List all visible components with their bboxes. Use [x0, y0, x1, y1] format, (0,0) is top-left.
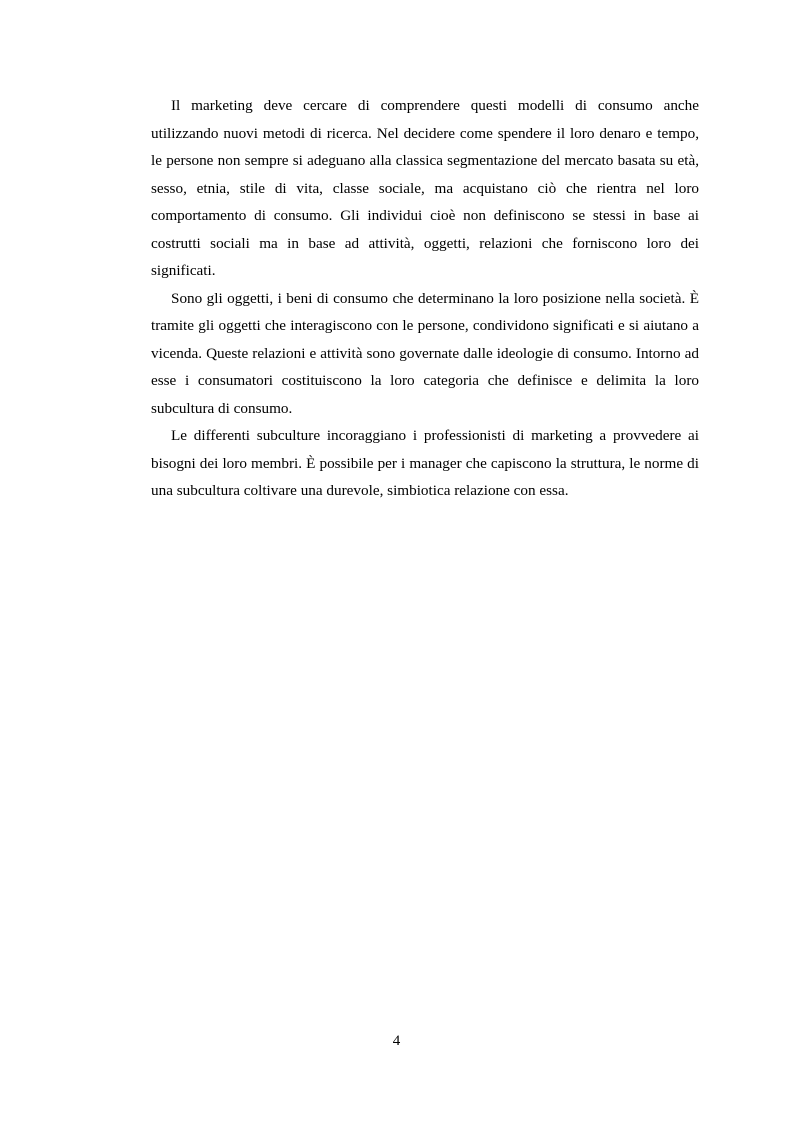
body-text [151, 92, 699, 505]
paragraph: Sono gli oggetti, i beni di consumo che determinano la loro posizione nella società. È tramite gli oggetti che interagiscono con le persone, condividono significati e si aiutano a vicenda. Queste relazioni e attività sono governate dalle ideologie di consumo. Intorno ad esse i consumatori costituiscono la loro categoria che definisce e delimita la loro subcultura di consumo. [151, 289, 699, 417]
paragraph: Le differenti subculture incoraggiano i professionisti di marketing a provvedere ai bisogni dei loro membri. È possibile per i manager che capiscono la struttura, le norme di una subcultura coltivare una durevole, simbiotica relazione con essa. [151, 427, 699, 499]
paragraph: Il marketing deve cercare di comprendere questi modelli di consumo anche utilizzando nuovi metodi di ricerca. Nel decidere come spendere il loro denaro e tempo, le persone non sempre si adeguano alla classica segmentazione del mercato basata su età, sesso, etnia, stile di vita, classe sociale, ma acquistano ciò che rientra nel loro comportamento di consumo. Gli individui cioè non definiscono se stessi in base ai costrutti sociali ma in base ad attività, oggetti, relazioni che forniscono loro dei significati. [151, 97, 699, 279]
page-number: 4 [392, 1033, 401, 1049]
